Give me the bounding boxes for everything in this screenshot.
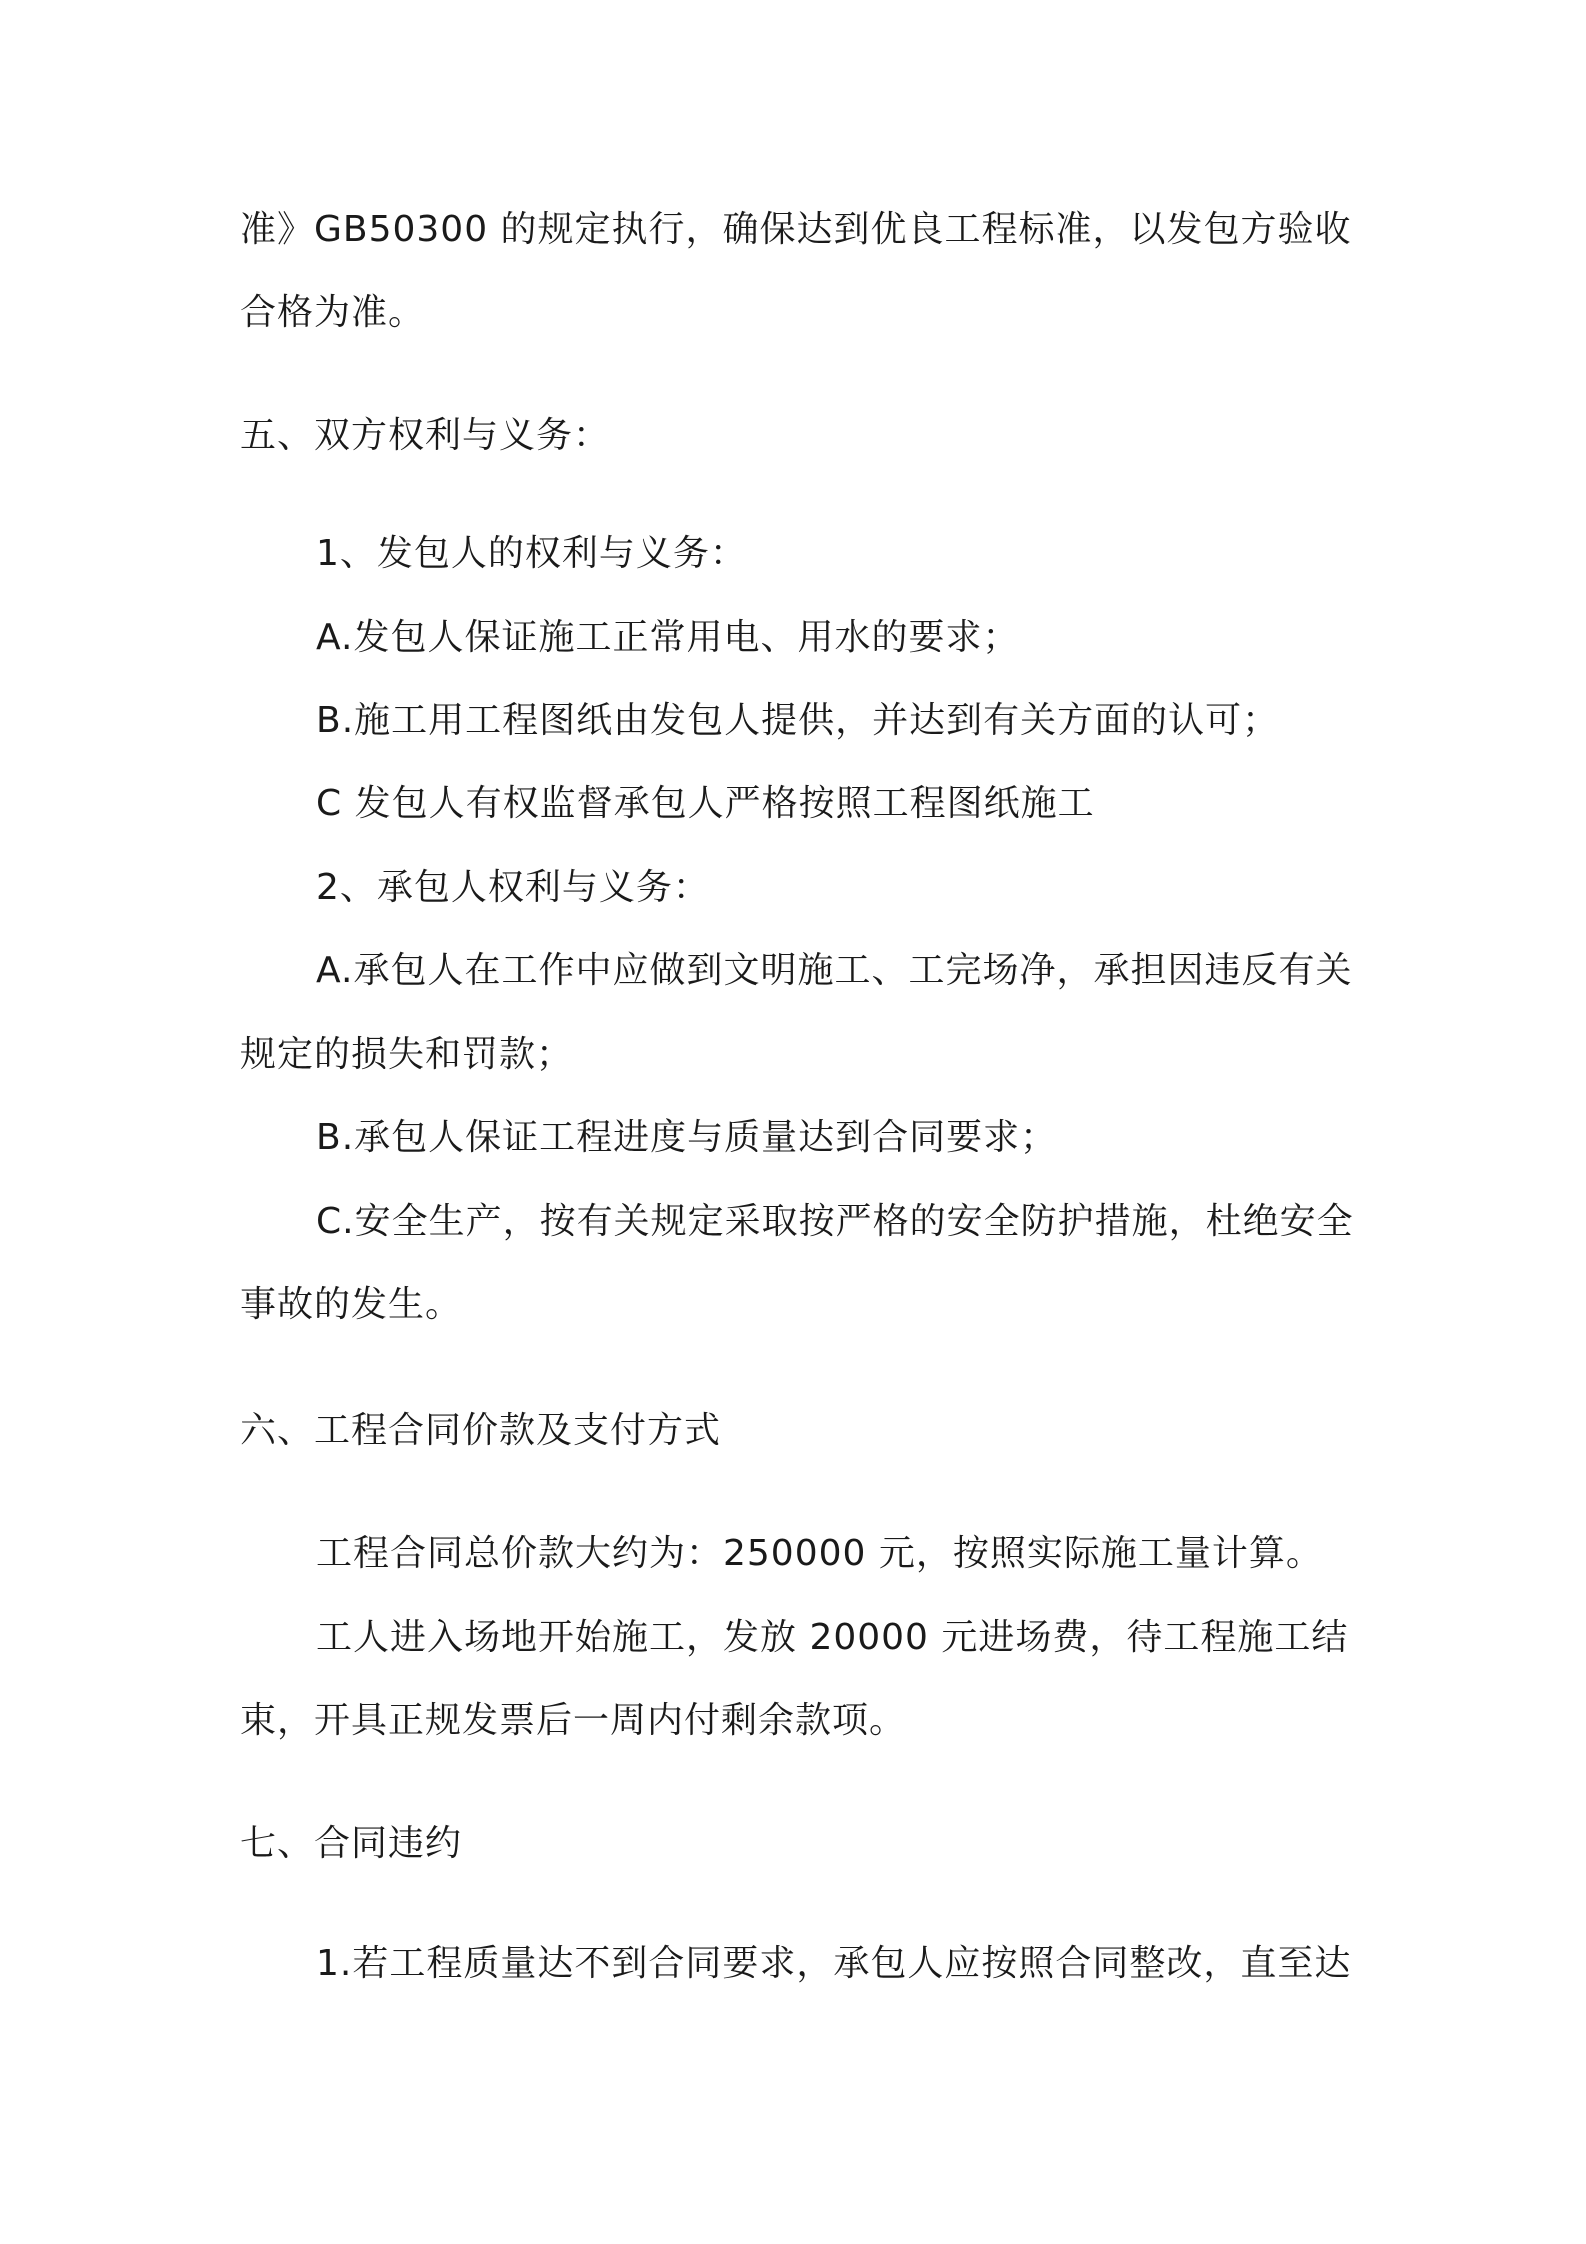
section-heading: 七、合同违约 xyxy=(240,1823,463,1864)
list-item: C 发包人有权监督承包人严格按照工程图纸施工 xyxy=(316,783,1095,824)
paragraph-line: 工程合同总价款大约为：250000 元，按照实际施工量计算。 xyxy=(316,1533,1323,1574)
subsection-heading: 2、承包人权利与义务： xyxy=(316,867,710,908)
list-item: 1.若工程质量达不到合同要求，承包人应按照合同整改，直至达 xyxy=(316,1943,1352,1984)
paragraph-line: 工人进入场地开始施工，发放 20000 元进场费，待工程施工结 xyxy=(316,1617,1349,1658)
paragraph-line: 事故的发生。 xyxy=(240,1284,463,1325)
list-item: A.承包人在工作中应做到文明施工、工完场净，承担因违反有关 xyxy=(316,950,1353,991)
list-item: A.发包人保证施工正常用电、用水的要求； xyxy=(316,617,1020,658)
paragraph-line: 合格为准。 xyxy=(240,292,426,333)
list-item: C.安全生产，按有关规定采取按严格的安全防护措施，杜绝安全 xyxy=(316,1201,1354,1242)
paragraph-line: 束，开具正规发票后一周内付剩余款项。 xyxy=(240,1700,907,1741)
section-heading: 六、工程合同价款及支付方式 xyxy=(240,1410,722,1451)
paragraph-line: 规定的损失和罚款； xyxy=(240,1034,574,1075)
paragraph-line: 准》GB50300 的规定执行，确保达到优良工程标准，以发包方验收 xyxy=(240,209,1352,250)
list-item: B.承包人保证工程进度与质量达到合同要求； xyxy=(316,1117,1058,1158)
section-heading: 五、双方权利与义务： xyxy=(240,415,611,456)
list-item: B.施工用工程图纸由发包人提供，并达到有关方面的认可； xyxy=(316,700,1280,741)
subsection-heading: 1、发包人的权利与义务： xyxy=(316,533,747,574)
